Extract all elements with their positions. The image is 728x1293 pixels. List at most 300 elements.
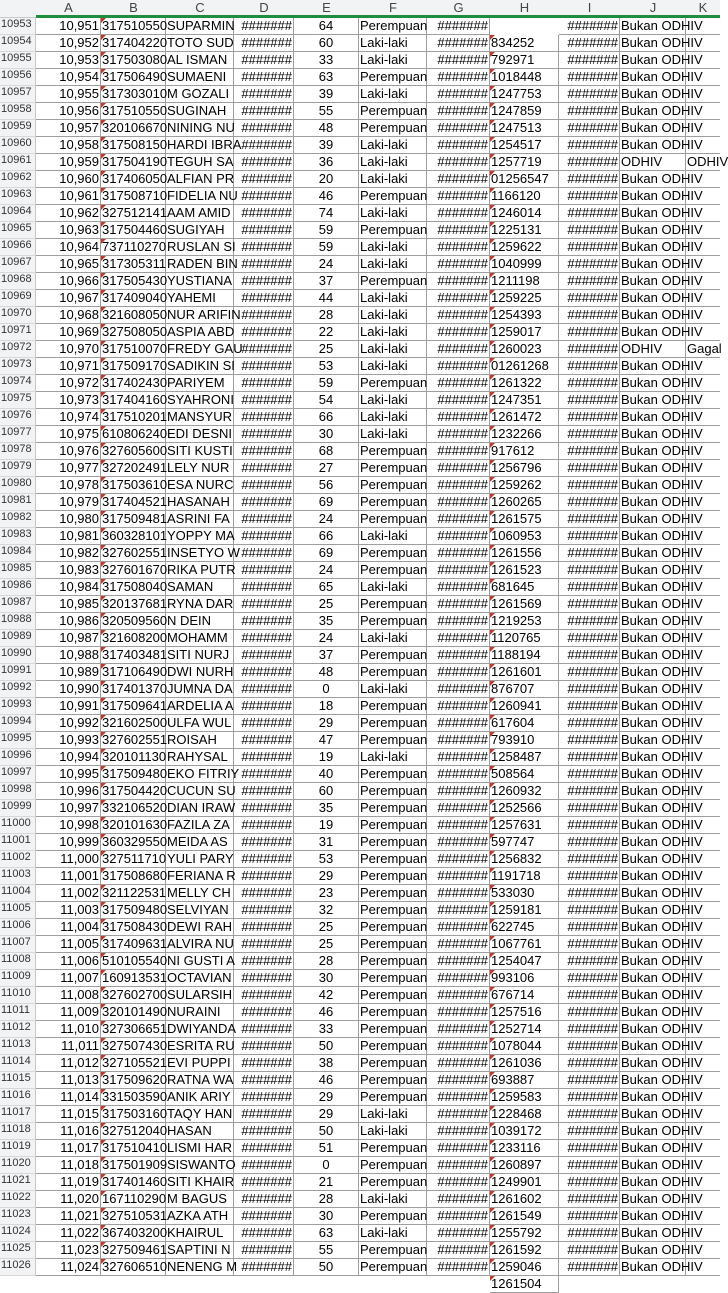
cell-j[interactable]: Bukan ODHIV xyxy=(621,919,703,934)
cell-d[interactable]: ####### xyxy=(234,885,294,902)
cell-b[interactable]: 317508680 xyxy=(102,868,168,883)
cell-a[interactable]: 10,978 xyxy=(36,477,101,494)
row-header[interactable]: 11017 xyxy=(0,1106,36,1123)
cell-b[interactable]: 327512040 xyxy=(102,1123,168,1138)
cell-a[interactable]: 10,964 xyxy=(36,239,101,256)
column-header-h[interactable]: H xyxy=(519,0,530,15)
cell-d[interactable]: ####### xyxy=(234,35,294,52)
cell-b[interactable]: 317404521 xyxy=(102,494,168,509)
cell-h[interactable]: 1040999 xyxy=(490,256,559,273)
row-header[interactable]: 10954 xyxy=(0,35,36,52)
row-header[interactable]: 10976 xyxy=(0,409,36,426)
row-header[interactable]: 10992 xyxy=(0,681,36,698)
cell-k[interactable] xyxy=(686,137,720,154)
cell-h[interactable]: 1233116 xyxy=(490,1140,559,1157)
cell-a[interactable]: 10,972 xyxy=(36,375,101,392)
cell-g[interactable]: ####### xyxy=(427,953,490,970)
cell-g[interactable]: ####### xyxy=(427,1208,490,1225)
cell-f[interactable]: Perempuan xyxy=(360,885,428,900)
cell-k[interactable] xyxy=(686,256,720,273)
cell-k[interactable] xyxy=(686,324,720,341)
cell-f[interactable]: Laki-laki xyxy=(359,1106,427,1123)
cell-f[interactable]: Laki-laki xyxy=(359,528,427,545)
cell-a[interactable]: 11,018 xyxy=(36,1157,101,1174)
cell-i[interactable]: ####### xyxy=(559,613,620,630)
cell-d[interactable]: ####### xyxy=(234,1021,294,1038)
cell-e[interactable]: 35 xyxy=(294,800,359,817)
column-header-d[interactable]: D xyxy=(259,0,269,15)
cell-i[interactable]: ####### xyxy=(559,953,620,970)
row-header[interactable]: 10978 xyxy=(0,443,36,460)
cell-d[interactable]: ####### xyxy=(234,1004,294,1021)
row-header[interactable]: 11024 xyxy=(0,1225,36,1242)
cell-d[interactable]: ####### xyxy=(234,120,294,137)
cell-h[interactable]: 1166120 xyxy=(490,188,559,205)
cell-h[interactable]: 1246014 xyxy=(490,205,559,222)
cell-c[interactable]: ANIK ARIY xyxy=(166,1089,234,1106)
cell-e[interactable]: 60 xyxy=(294,783,359,800)
cell-k[interactable] xyxy=(686,1191,720,1208)
cell-i[interactable]: ####### xyxy=(559,1208,620,1225)
row-header[interactable]: 10972 xyxy=(0,341,36,358)
cell-d[interactable]: ####### xyxy=(234,562,294,579)
cell-g[interactable]: ####### xyxy=(427,647,490,664)
cell-f[interactable]: Perempuan xyxy=(360,851,428,866)
cell-a[interactable]: 10,992 xyxy=(36,715,101,732)
cell-k[interactable] xyxy=(686,120,720,137)
row-header[interactable]: 10956 xyxy=(0,69,36,86)
column-header-f[interactable]: F xyxy=(389,0,397,15)
cell-a[interactable]: 10,983 xyxy=(36,562,101,579)
cell-e[interactable]: 65 xyxy=(294,579,359,596)
cell-c[interactable]: SISWANTO xyxy=(167,1157,236,1172)
cell-d[interactable]: ####### xyxy=(234,766,294,783)
cell-c[interactable]: PARIYEM xyxy=(166,375,234,392)
cell-f[interactable]: Perempuan xyxy=(360,936,428,951)
cell-i[interactable]: ####### xyxy=(559,392,620,409)
cell-f[interactable]: Perempuan xyxy=(360,817,428,832)
cell-j[interactable]: Bukan ODHIV xyxy=(621,120,703,135)
cell-c[interactable]: ROISAH xyxy=(166,732,234,749)
cell-j[interactable]: Bukan ODHIV xyxy=(621,1242,703,1257)
cell-b[interactable]: 317509620 xyxy=(102,1072,168,1087)
cell-k[interactable] xyxy=(686,188,720,205)
cell-d[interactable]: ####### xyxy=(234,103,294,120)
cell-h[interactable]: 1211198 xyxy=(490,273,559,290)
cell-b[interactable]: 317510410 xyxy=(102,1140,168,1155)
cell-g[interactable]: ####### xyxy=(427,35,490,52)
cell-b[interactable]: 317506490 xyxy=(102,69,168,84)
cell-g[interactable]: ####### xyxy=(427,851,490,868)
cell-j[interactable]: Bukan ODHIV xyxy=(621,35,703,50)
cell-h[interactable]: 793910 xyxy=(490,732,559,749)
cell-a[interactable]: 11,020 xyxy=(36,1191,101,1208)
cell-b[interactable]: 317508430 xyxy=(102,919,168,934)
cell-k[interactable] xyxy=(686,494,720,511)
cell-b[interactable]: 320101490 xyxy=(102,1004,168,1019)
cell-b[interactable]: 317508710 xyxy=(102,188,168,203)
row-header[interactable]: 10982 xyxy=(0,511,36,528)
cell-d[interactable]: ####### xyxy=(234,1089,294,1106)
cell-c[interactable]: NUR ARIFIN xyxy=(167,307,241,322)
cell-k[interactable] xyxy=(686,35,720,52)
cell-d[interactable]: ####### xyxy=(234,392,294,409)
cell-c[interactable]: KHAIRUL xyxy=(166,1225,234,1242)
cell-h[interactable]: 676714 xyxy=(490,987,559,1004)
cell-j[interactable]: Bukan ODHIV xyxy=(621,1004,703,1019)
cell-h[interactable]: 1261592 xyxy=(490,1242,559,1259)
cell-h[interactable]: 1261569 xyxy=(490,596,559,613)
cell-f[interactable]: Perempuan xyxy=(360,766,428,781)
cell-k[interactable] xyxy=(686,511,720,528)
cell-i[interactable]: ####### xyxy=(559,902,620,919)
cell-f[interactable]: Perempuan xyxy=(360,647,428,662)
cell-h[interactable]: 1259046 xyxy=(490,1259,559,1276)
cell-b[interactable]: 317504420 xyxy=(102,783,168,798)
cell-f[interactable]: Laki-laki xyxy=(359,579,427,596)
cell-i[interactable]: ####### xyxy=(559,120,620,137)
cell-j[interactable]: Bukan ODHIV xyxy=(621,800,703,815)
cell-g[interactable]: ####### xyxy=(427,800,490,817)
cell-a[interactable]: 10,976 xyxy=(36,443,101,460)
cell-d[interactable]: ####### xyxy=(234,341,294,358)
cell-k[interactable] xyxy=(686,766,720,783)
cell-g[interactable]: ####### xyxy=(427,766,490,783)
cell-h[interactable]: 1247351 xyxy=(490,392,559,409)
cell-h[interactable]: 1261504 xyxy=(490,1276,559,1293)
cell-g[interactable]: ####### xyxy=(427,579,490,596)
cell-b[interactable]: 317305311 xyxy=(102,256,167,271)
cell-g[interactable]: ####### xyxy=(427,630,490,647)
cell-h[interactable]: 1252566 xyxy=(490,800,559,817)
cell-b[interactable]: 510105540 xyxy=(102,953,168,968)
cell-g[interactable]: ####### xyxy=(427,613,490,630)
cell-a[interactable]: 10,970 xyxy=(36,341,101,358)
cell-b[interactable]: 317409631 xyxy=(102,936,168,951)
cell-k[interactable] xyxy=(686,936,720,953)
cell-g[interactable]: ####### xyxy=(427,715,490,732)
cell-a[interactable]: 11,008 xyxy=(36,987,101,1004)
row-header[interactable]: 10989 xyxy=(0,630,36,647)
cell-c[interactable]: DIAN IRAW xyxy=(167,800,236,815)
cell-d[interactable]: ####### xyxy=(234,698,294,715)
cell-c[interactable]: TEGUH SA xyxy=(167,154,234,169)
row-header[interactable]: 11025 xyxy=(0,1242,36,1259)
cell-i[interactable]: ####### xyxy=(559,766,620,783)
cell-e[interactable]: 35 xyxy=(294,613,359,630)
cell-i[interactable]: ####### xyxy=(559,1123,620,1140)
cell-a[interactable]: 10,974 xyxy=(36,409,101,426)
cell-i[interactable]: ####### xyxy=(559,69,620,86)
cell-c[interactable]: RATNA WA xyxy=(167,1072,234,1087)
cell-i[interactable]: ####### xyxy=(559,545,620,562)
cell-j[interactable]: Bukan ODHIV xyxy=(621,545,703,560)
cell-f[interactable]: Perempuan xyxy=(360,1140,428,1155)
cell-a[interactable]: 10,967 xyxy=(36,290,101,307)
cell-i[interactable]: ####### xyxy=(559,52,620,69)
row-header[interactable]: 10964 xyxy=(0,205,36,222)
cell-e[interactable]: 63 xyxy=(294,69,359,86)
column-header-b[interactable]: B xyxy=(129,0,138,15)
row-header[interactable]: 10975 xyxy=(0,392,36,409)
cell-c[interactable]: SITI NURJ xyxy=(166,647,234,664)
cell-b[interactable]: 321608200 xyxy=(102,630,168,645)
cell-i[interactable]: ####### xyxy=(559,409,620,426)
cell-e[interactable]: 32 xyxy=(294,902,359,919)
row-header[interactable]: 11010 xyxy=(0,987,36,1004)
cell-e[interactable]: 33 xyxy=(294,1021,359,1038)
cell-i[interactable]: ####### xyxy=(559,1021,620,1038)
cell-j[interactable]: Bukan ODHIV xyxy=(621,494,703,509)
cell-g[interactable]: ####### xyxy=(427,596,490,613)
cell-i[interactable]: ####### xyxy=(559,426,620,443)
cell-g[interactable]: ####### xyxy=(427,528,490,545)
cell-d[interactable]: ####### xyxy=(234,1123,294,1140)
cell-h[interactable]: 1060953 xyxy=(490,528,559,545)
cell-h[interactable]: 1247859 xyxy=(490,103,559,120)
row-header[interactable]: 10993 xyxy=(0,698,36,715)
cell-d[interactable]: ####### xyxy=(234,817,294,834)
cell-k[interactable] xyxy=(686,1072,720,1089)
cell-f[interactable]: Laki-laki xyxy=(359,52,427,69)
cell-j[interactable]: Bukan ODHIV xyxy=(621,375,703,390)
cell-k[interactable] xyxy=(686,613,720,630)
cell-k[interactable] xyxy=(686,69,720,86)
cell-j[interactable]: Bukan ODHIV xyxy=(621,477,703,492)
cell-k[interactable] xyxy=(686,783,720,800)
cell-d[interactable]: ####### xyxy=(234,681,294,698)
cell-c[interactable]: MOHAMM xyxy=(166,630,234,647)
cell-a[interactable]: 10,985 xyxy=(36,596,101,613)
row-header[interactable]: 11002 xyxy=(0,851,36,868)
cell-a[interactable]: 11,000 xyxy=(36,851,101,868)
cell-j[interactable]: Bukan ODHIV xyxy=(621,596,703,611)
cell-e[interactable]: 25 xyxy=(294,919,359,936)
cell-g[interactable]: ####### xyxy=(427,511,490,528)
cell-d[interactable]: ####### xyxy=(234,426,294,443)
cell-f[interactable]: Laki-laki xyxy=(359,749,427,766)
cell-h[interactable]: 1259017 xyxy=(490,324,559,341)
cell-g[interactable]: ####### xyxy=(427,1038,490,1055)
cell-i[interactable]: ####### xyxy=(559,919,620,936)
cell-f[interactable]: Perempuan xyxy=(360,800,428,815)
cell-f[interactable]: Laki-laki xyxy=(359,256,427,273)
cell-f[interactable]: Laki-laki xyxy=(359,205,427,222)
cell-b[interactable]: 327605600 xyxy=(102,443,168,458)
cell-h[interactable]: 792971 xyxy=(490,52,559,69)
cell-g[interactable]: ####### xyxy=(427,205,490,222)
cell-b[interactable]: 737110270 xyxy=(102,239,167,254)
cell-d[interactable]: ####### xyxy=(234,919,294,936)
cell-i[interactable]: ####### xyxy=(559,885,620,902)
cell-f[interactable]: Laki-laki xyxy=(359,341,427,358)
cell-b[interactable]: 327601670 xyxy=(102,562,168,577)
cell-k[interactable] xyxy=(686,1106,720,1123)
cell-d[interactable]: ####### xyxy=(234,664,294,681)
cell-j[interactable]: Bukan ODHIV xyxy=(621,1106,703,1121)
cell-c[interactable]: LELY NUR xyxy=(166,460,234,477)
row-header[interactable]: 10955 xyxy=(0,52,36,69)
cell-d[interactable]: ####### xyxy=(234,902,294,919)
cell-f[interactable]: Perempuan xyxy=(360,375,428,390)
cell-h[interactable]: 1256796 xyxy=(490,460,559,477)
cell-d[interactable]: ####### xyxy=(234,290,294,307)
cell-k[interactable] xyxy=(686,732,720,749)
cell-e[interactable]: 0 xyxy=(294,1157,359,1174)
cell-f[interactable]: Perempuan xyxy=(360,868,428,883)
row-header[interactable]: 10958 xyxy=(0,103,36,120)
cell-j[interactable]: Bukan ODHIV xyxy=(621,1208,703,1223)
cell-a[interactable]: 10,954 xyxy=(36,69,101,86)
row-header[interactable]: 11013 xyxy=(0,1038,36,1055)
cell-h[interactable]: 1261549 xyxy=(490,1208,559,1225)
cell-g[interactable]: ####### xyxy=(427,120,490,137)
cell-k[interactable] xyxy=(686,1038,720,1055)
cell-c[interactable]: FIDELIA NU xyxy=(167,188,238,203)
cell-a[interactable]: 10,963 xyxy=(36,222,101,239)
row-header[interactable]: 10960 xyxy=(0,137,36,154)
cell-e[interactable]: 46 xyxy=(294,188,359,205)
cell-f[interactable]: Laki-laki xyxy=(359,1123,427,1140)
cell-i[interactable]: ####### xyxy=(559,783,620,800)
cell-i[interactable]: ####### xyxy=(559,562,620,579)
cell-h[interactable]: 1247753 xyxy=(490,86,559,103)
cell-d[interactable]: ####### xyxy=(234,953,294,970)
cell-j[interactable]: Bukan ODHIV xyxy=(621,630,703,645)
row-header[interactable]: 10966 xyxy=(0,239,36,256)
cell-j[interactable]: Bukan ODHIV xyxy=(621,1140,703,1155)
cell-i[interactable]: ####### xyxy=(559,1004,620,1021)
cell-b[interactable]: 327512141 xyxy=(102,205,168,220)
cell-a[interactable]: 11,012 xyxy=(36,1055,101,1072)
cell-a[interactable]: 11,006 xyxy=(36,953,101,970)
cell-h[interactable]: 681645 xyxy=(490,579,559,596)
cell-f[interactable]: Laki-laki xyxy=(359,239,427,256)
cell-e[interactable]: 29 xyxy=(294,715,359,732)
cell-e[interactable]: 23 xyxy=(294,885,359,902)
row-header[interactable]: 10968 xyxy=(0,273,36,290)
cell-b[interactable]: 327606510 xyxy=(102,1259,168,1274)
cell-b[interactable]: 321608050 xyxy=(102,307,168,322)
cell-b[interactable]: 317406050 xyxy=(102,171,168,186)
cell-f[interactable]: Perempuan xyxy=(360,1055,428,1070)
cell-f[interactable]: Laki-laki xyxy=(359,358,427,375)
cell-j[interactable]: Bukan ODHIV xyxy=(621,1259,703,1274)
cell-i[interactable]: ####### xyxy=(559,477,620,494)
cell-j[interactable]: Bukan ODHIV xyxy=(621,1072,703,1087)
column-header-e[interactable]: E xyxy=(322,0,331,15)
cell-h[interactable]: 1256832 xyxy=(490,851,559,868)
cell-c[interactable]: HASANAH xyxy=(166,494,234,511)
row-header[interactable]: 10988 xyxy=(0,613,36,630)
cell-k[interactable] xyxy=(686,987,720,1004)
cell-c[interactable]: M GOZALI xyxy=(166,86,234,103)
cell-j[interactable]: Bukan ODHIV xyxy=(621,239,703,254)
cell-c[interactable]: SITI KUSTI xyxy=(167,443,233,458)
cell-f[interactable]: Perempuan xyxy=(360,970,428,985)
cell-h[interactable]: 1232266 xyxy=(490,426,559,443)
cell-i[interactable]: ####### xyxy=(559,834,620,851)
cell-j[interactable]: Bukan ODHIV xyxy=(621,664,703,679)
cell-h[interactable]: 1261601 xyxy=(490,664,559,681)
cell-h[interactable]: 876707 xyxy=(490,681,559,698)
cell-k[interactable] xyxy=(686,443,720,460)
cell-k[interactable] xyxy=(686,545,720,562)
cell-i[interactable]: ####### xyxy=(559,324,620,341)
row-header[interactable]: 10983 xyxy=(0,528,36,545)
cell-g[interactable]: ####### xyxy=(427,239,490,256)
cell-k[interactable] xyxy=(686,1021,720,1038)
cell-b[interactable]: 331503590 xyxy=(102,1089,168,1104)
cell-d[interactable]: ####### xyxy=(234,732,294,749)
cell-k[interactable] xyxy=(686,630,720,647)
cell-g[interactable]: ####### xyxy=(427,52,490,69)
cell-e[interactable]: 53 xyxy=(294,851,359,868)
cell-f[interactable]: Perempuan xyxy=(360,613,428,628)
cell-j[interactable]: Bukan ODHIV xyxy=(621,103,703,118)
cell-e[interactable]: 40 xyxy=(294,766,359,783)
cell-i[interactable]: ####### xyxy=(559,273,620,290)
row-header[interactable]: 11022 xyxy=(0,1191,36,1208)
cell-b[interactable]: 317504190 xyxy=(102,154,168,169)
cell-d[interactable]: ####### xyxy=(234,409,294,426)
cell-f[interactable]: Laki-laki xyxy=(359,290,427,307)
row-header[interactable]: 10973 xyxy=(0,358,36,375)
cell-f[interactable]: Perempuan xyxy=(360,18,428,33)
row-header[interactable]: 10994 xyxy=(0,715,36,732)
cell-a[interactable]: 10,977 xyxy=(36,460,101,477)
cell-d[interactable]: ####### xyxy=(234,800,294,817)
cell-a[interactable]: 10,952 xyxy=(36,35,101,52)
row-header[interactable]: 11003 xyxy=(0,868,36,885)
cell-c[interactable]: LISMI HAR xyxy=(167,1140,233,1155)
cell-d[interactable]: ####### xyxy=(234,749,294,766)
cell-c[interactable]: ULFA WUL xyxy=(166,715,234,732)
cell-e[interactable]: 30 xyxy=(294,426,359,443)
cell-i[interactable]: ####### xyxy=(559,239,620,256)
row-header[interactable]: 11001 xyxy=(0,834,36,851)
cell-j[interactable]: Bukan ODHIV xyxy=(621,358,703,373)
cell-c[interactable]: RUSLAN SI xyxy=(167,239,236,254)
cell-j[interactable]: Bukan ODHIV xyxy=(621,647,703,662)
cell-k[interactable] xyxy=(686,800,720,817)
cell-b[interactable]: 317401370 xyxy=(102,681,168,696)
cell-e[interactable]: 28 xyxy=(294,1191,359,1208)
cell-f[interactable]: Perempuan xyxy=(360,273,428,288)
cell-c[interactable]: RAHYSAL xyxy=(166,749,234,766)
cell-g[interactable]: ####### xyxy=(427,460,490,477)
cell-a[interactable]: 10,955 xyxy=(36,86,101,103)
cell-c[interactable]: JUMNA DA xyxy=(167,681,233,696)
cell-g[interactable]: ####### xyxy=(427,545,490,562)
cell-g[interactable]: ####### xyxy=(427,698,490,715)
cell-c[interactable]: SYAHRONI xyxy=(167,392,234,407)
cell-e[interactable]: 68 xyxy=(294,443,359,460)
row-header[interactable]: 11000 xyxy=(0,817,36,834)
cell-h[interactable]: 1254517 xyxy=(490,137,559,154)
cell-e[interactable]: 29 xyxy=(294,1106,359,1123)
cell-c[interactable]: RADEN BIN xyxy=(167,256,238,271)
cell-i[interactable]: ####### xyxy=(559,1072,620,1089)
cell-d[interactable]: ####### xyxy=(234,630,294,647)
cell-h[interactable]: 1249901 xyxy=(490,1174,559,1191)
cell-g[interactable]: ####### xyxy=(427,307,490,324)
cell-e[interactable]: 30 xyxy=(294,1208,359,1225)
cell-c[interactable]: RYNA DAR xyxy=(167,596,234,611)
cell-a[interactable]: 11,005 xyxy=(36,936,101,953)
cell-f[interactable]: Perempuan xyxy=(360,715,428,730)
cell-e[interactable]: 22 xyxy=(294,324,359,341)
